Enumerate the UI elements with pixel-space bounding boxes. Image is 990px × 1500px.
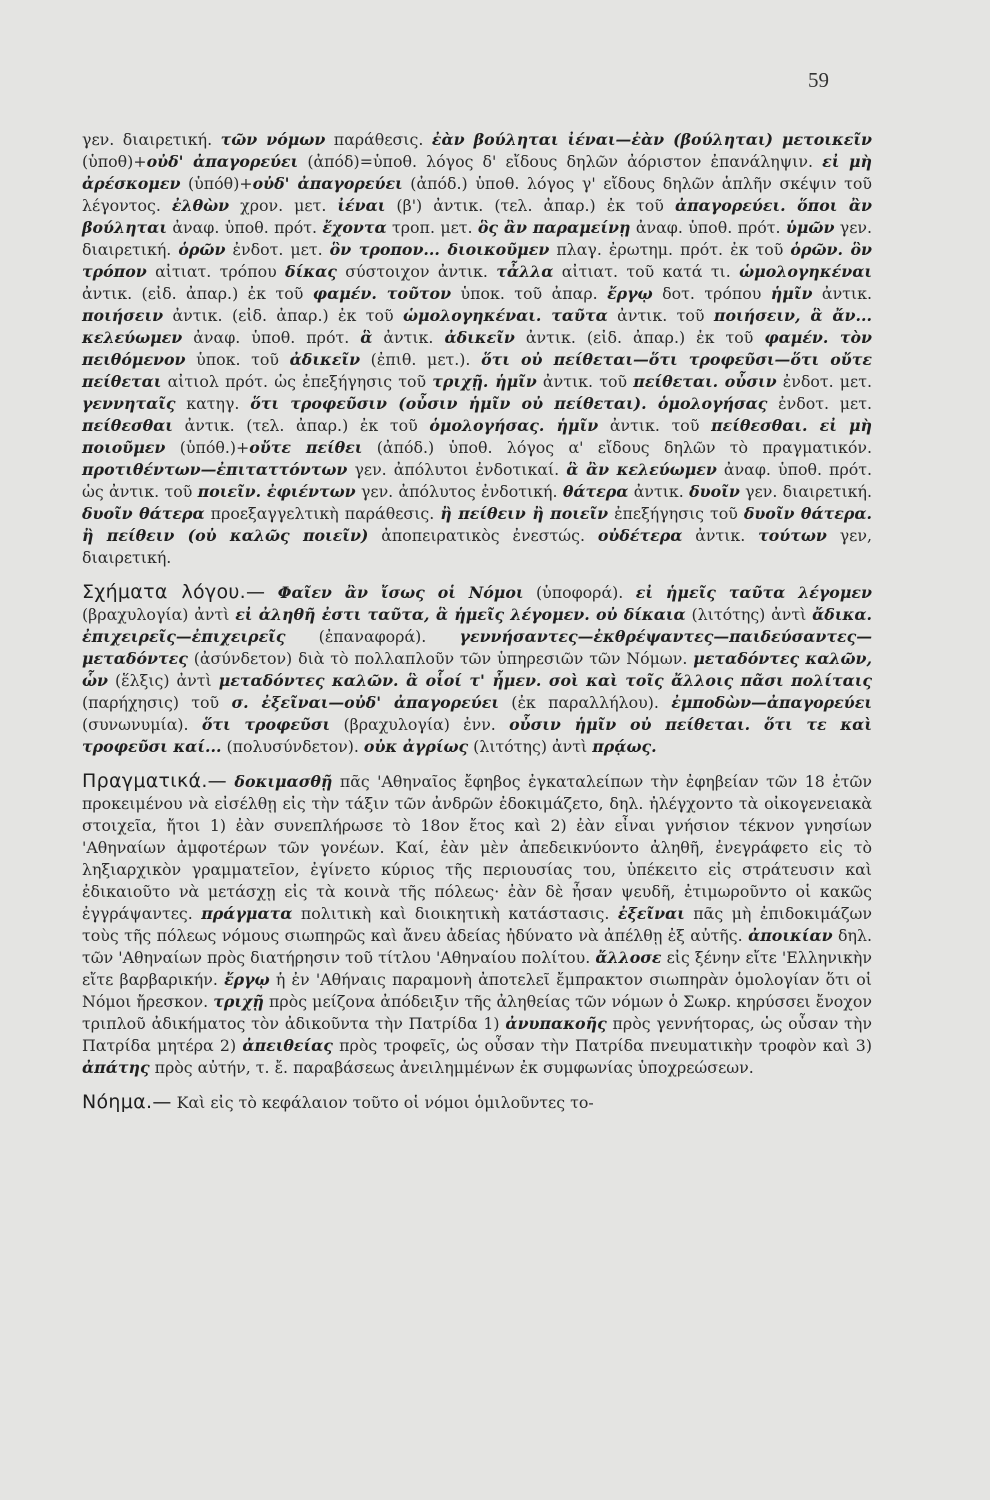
commentary-text: (ἀσύνδετον) διὰ τὸ πολλαπλοῦν τῶν ὑπηρεσιῶν τῶν Νόμων. [187, 649, 694, 668]
commentary-text: πᾶς μὴ ἐπιδοκιμάζων τοὺς τῆς πόλεως νόμους σιωπηρῶς καὶ ἄνευ ἀδείας ἠδύνατο νὰ ἀπέλθῃ ἐξ αὐτῆς. [82, 904, 872, 945]
commentary-text: (ὑπόθ.)+ [165, 438, 250, 457]
greek-example-term: ὁμολογήσας. ἡμῖν [429, 416, 599, 435]
greek-example-term: ἐὰν βούληται ἰέναι—ἐὰν (βούληται) μετοικεῖν [431, 130, 873, 149]
paragraph-syntax [82, 128, 872, 569]
greek-example-term: ὁρῶν [178, 240, 226, 259]
commentary-text: γεν. διαιρετική. [739, 482, 872, 501]
greek-example-term: οὐκ ἀγρίως [363, 737, 469, 756]
commentary-text: γεν. ἀπόλυτοι ἐνδοτικαί. [347, 460, 567, 479]
greek-example-term: ὅτι τροφεῦσιν (οὖσιν ἡμῖν οὐ πείθεται). ὁμολογήσας [250, 394, 768, 413]
greek-example-term: οὐδέτερα [597, 526, 683, 545]
greek-example-term: ὡμολογηκέναι. ταῦτα [403, 306, 608, 325]
greek-example-term: ὁρῶν. ὃν τρόπον [82, 240, 872, 281]
greek-example-term: ὅτι τροφεῦσι [201, 715, 331, 734]
commentary-text: (λιτότης) ἀντὶ [685, 605, 813, 624]
commentary-text: γεν, διαιρετική. [82, 526, 872, 567]
greek-example-term: ὅτι οὐ πείθεται—ὅτι τροφεῦσι—ὅτι οὔτε πείθεται [82, 350, 872, 391]
commentary-text: ὑποκ. τοῦ ἀπαρ. [451, 284, 608, 303]
paragraph-text [82, 130, 872, 567]
commentary-text: ἀντικ. τοῦ [607, 306, 714, 325]
greek-example-term: τριχῇ. ἡμῖν [432, 372, 537, 391]
commentary-text: τροπ. μετ. [386, 218, 478, 237]
greek-example-term: δυοῖν [689, 482, 740, 501]
greek-example-term: δυοῖν θάτερα. ἢ πείθειν (οὐ καλῶς ποιεῖν) [82, 504, 872, 545]
commentary-text: (παρήχησις) τοῦ [82, 693, 232, 712]
greek-example-term: ἀδικεῖν [289, 350, 361, 369]
greek-example-term: εἰ ἡμεῖς ταῦτα λέγομεν [635, 583, 872, 602]
commentary-text: (ἀπόδ)=ὑποθ. λόγος δ' εἴδους δηλῶν ἀόριστον ἐπανάληψιν. [298, 152, 823, 171]
greek-example-term: μεταδόντες καλῶν. ἃ οἷοί τ' ἦμεν. σοὶ καὶ τοῖς ἄλλοις πᾶσι πολίταις [218, 671, 872, 690]
greek-example-term: ἀνυπακοῆς [505, 1014, 607, 1033]
commentary-text: ἀντικ. (εἰδ. ἀπαρ.) ἐκ τοῦ [163, 306, 403, 325]
greek-example-term: σ. ἐξεῖναι—οὐδ' ἀπαγορεύει [231, 693, 499, 712]
commentary-text: ἀναφ. ὑποθ. πρότ. [182, 328, 361, 347]
greek-example-term: Φαῖεν ἂν ἴσως οἱ Νόμοι [277, 583, 524, 602]
greek-example-term: ἔχοντα [322, 218, 387, 237]
greek-example-term: ἀπειθείας [242, 1036, 333, 1055]
commentary-text: πᾶς 'Αθηναῖος ἔφηβος ἐγκαταλείπων τὴν ἐφηβείαν τῶν 18 ἐτῶν προκειμένου νὰ εἰσέλθῃ εἰς τὴν τάξιν τῶν ἀνδρῶν ἐδοκιμάζετο, δηλ. ἠλέγχοντο τὰ οἰκογενειακὰ στοιχεῖα, ἤτοι 1) ἐὰν συνεπλήρωσε τὸ 18ον ἔτος καὶ 2) ἐὰν εἶναι γνήσιον τέκνον γνησίων 'Αθηναίων ἀμφοτέρων τῶν γονέων. Καί, ἐὰν μὲν ἀπεδεικνύοντο ἀληθῆ, ἐνεγράφετο εἰς τὸ ληξιαρχικὸν γραμματεῖον, ἐγίνετο κύριος τῆς περιουσίας του, ὑπέκειτο εἰς στράτευσιν καὶ ἐδικαιοῦτο νὰ μετάσχῃ εἰς τὰ κοινὰ τῆς πόλεως· ἐὰν δὲ ἦσαν ψευδῆ, ἐτιμωροῦντο οἱ κακῶς ἐγγράψαντες. [82, 772, 872, 923]
commentary-text: (πολυσύνδετον). [221, 737, 364, 756]
commentary-text: ἀντικ. [682, 526, 759, 545]
commentary-text: (ἀπόδ.) ὑποθ. λόγος γ' εἴδους δηλῶν ἁπλῆν σκέψιν τοῦ λέγοντος. [82, 174, 872, 215]
greek-example-term: ἄλλοσε [595, 948, 662, 967]
greek-example-term: ποιεῖν. ἐφιέντων [197, 482, 356, 501]
commentary-text: (ἐπιθ. μετ.). [360, 350, 482, 369]
commentary-text: σύστοιχον ἀντικ. [336, 262, 497, 281]
paragraph-heading: Νόημα.— [82, 1091, 172, 1113]
greek-example-term: τούτων [758, 526, 827, 545]
greek-example-term: ἡμῖν [770, 284, 813, 303]
commentary-text: γεν. ἀπόλυτος ἐνδοτική. [355, 482, 563, 501]
greek-example-term: οὐδ' ἀπαγορεύει [146, 152, 299, 171]
paragraph-realia [82, 770, 872, 1079]
commentary-text [265, 583, 277, 602]
commentary-text: πρὸς τροφεῖς, ὡς οὖσαν τὴν Πατρίδα πνευματικὴν τροφὸν καὶ 3) [332, 1036, 872, 1055]
commentary-text: ἀναφ. ὑποθ. πρότ. [630, 218, 786, 237]
commentary-text: ἀντικ. [812, 284, 872, 303]
commentary-text: δοτ. τρόπου [652, 284, 771, 303]
commentary-text: προεξαγγελτικὴ παράθεσις. [204, 504, 441, 523]
commentary-text: αἰτιολ πρότ. ὡς ἐπεξήγησις τοῦ [161, 372, 433, 391]
commentary-text: ἀναφ. ὑποθ. πρότ. [166, 218, 323, 237]
commentary-text: (ἐκ παραλλήλου). [498, 693, 672, 712]
greek-example-term: ὃν τροπον... διοικοῦμεν [329, 240, 550, 259]
commentary-text: αἰτιατ. τοῦ κατά τι. [553, 262, 740, 281]
greek-example-term: γεννήσαντες—ἐκθρέψαντες—παιδεύσαντες—μεταδόντες [82, 627, 872, 668]
commentary-text: πολιτικὴ καὶ διοικητικὴ κατάστασις. [292, 904, 618, 923]
commentary-text: (β') ἀντικ. (τελ. ἀπαρ.) ἐκ τοῦ [385, 196, 675, 215]
greek-example-term: πείθεσθαι. εἰ μὴ ποιοῦμεν [82, 416, 873, 457]
paragraph-text [172, 1093, 594, 1112]
commentary-text: (ἕλξις) ἀντὶ [108, 671, 219, 690]
commentary-text: ἀποπειρατικὸς ἐνεστώς. [368, 526, 598, 545]
commentary-text: αἰτιατ. τρόπου [146, 262, 286, 281]
commentary-text: (βραχυλογία) ἐνν. [330, 715, 510, 734]
greek-example-term: ὑμῶν [785, 218, 835, 237]
commentary-text: ἀντικ. [372, 328, 445, 347]
greek-example-term: πρᾴως. [592, 737, 657, 756]
greek-example-term: πράγματα [201, 904, 293, 923]
commentary-text: (συνωνυμία). [82, 715, 202, 734]
commentary-text: (ὑποφορά). [523, 583, 636, 602]
greek-example-term: μεταδόντες καλῶν, ὧν [82, 649, 872, 690]
commentary-text: γεν. διαιρετική. [82, 218, 873, 259]
greek-example-term: δίκας [285, 262, 337, 281]
paragraph-meaning [82, 1091, 872, 1114]
commentary-text: γεν. διαιρετική. [82, 130, 221, 149]
greek-example-term: ἔργῳ [607, 284, 653, 303]
commentary-text: (λιτότης) ἀντὶ [468, 737, 593, 756]
commentary-text: δηλ. τῶν 'Αθηναίων πρὸς διατήρησιν τοῦ τίτλου 'Αθηναίου πολίτου. [82, 926, 872, 967]
commentary-text: Καὶ εἰς τὸ κεφάλαιον τοῦτο οἱ νόμοι ὁμιλοῦντες το- [171, 1093, 594, 1112]
commentary-text: (ἐπαναφορά). [285, 627, 460, 646]
greek-example-term: προτιθέντων—ἐπιταττόντων [82, 460, 348, 479]
greek-example-term: ἀπάτης [82, 1058, 150, 1077]
greek-example-term: οὐδ' ἀπαγορεύει [252, 174, 403, 193]
greek-example-term: τριχῇ [213, 992, 264, 1011]
greek-example-term: ὡμολογηκέναι [739, 262, 872, 281]
commentary-text: (ὑπόθ)+ [180, 174, 253, 193]
greek-example-term: ἀπαγορεύει. ὅποι ἂν βούληται [82, 196, 872, 237]
commentary-text: ἀντικ. (εἰδ. ἀπαρ.) ἐκ τοῦ [82, 284, 313, 303]
paragraph-heading: Σχήματα λόγου.— [82, 581, 266, 603]
greek-example-term: ἰέναι [337, 196, 386, 215]
commentary-text: πλαγ. ἐρωτημ. πρότ. ἐκ τοῦ [549, 240, 791, 259]
commentary-text: (ὑποθ)+ [82, 152, 147, 171]
greek-example-term: οὔτε πείθει [249, 438, 363, 457]
body-text [82, 128, 872, 1114]
paragraph-heading: Πραγματικά.— [82, 770, 227, 792]
commentary-text: ἐνδοτ. μετ. [767, 394, 872, 413]
commentary-text: (ἀπόδ.) ὑποθ. λόγος α' εἴδους δηλῶν τὸ πραγματικόν. [362, 438, 872, 457]
commentary-text: (βραχυλογία) ἀντὶ [82, 605, 236, 624]
greek-example-term: φαμέν. τὸν πειθόμενον [82, 328, 872, 369]
greek-example-term: ἢ πείθειν ἢ ποιεῖν [440, 504, 609, 523]
commentary-text: ὑποκ. τοῦ [185, 350, 290, 369]
commentary-text: ἀντικ. (εἰδ. ἀπαρ.) ἐκ τοῦ [514, 328, 765, 347]
commentary-text: πρὸς γεννήτορας, ὡς οὖσαν τὴν Πατρίδα μητέρα 2) [82, 1014, 872, 1055]
greek-example-term: ποιήσειν [82, 306, 164, 325]
greek-example-term: τῶν νόμων [220, 130, 326, 149]
commentary-text: κατηγ. [175, 394, 251, 413]
greek-example-term: τἆλλα [496, 262, 554, 281]
greek-example-term: ἃ [360, 328, 373, 347]
greek-example-term: ἐλθὼν [171, 196, 230, 215]
greek-example-term: ὃς ἂν παραμείνῃ [477, 218, 631, 237]
greek-example-term: ἐξεῖναι [617, 904, 685, 923]
commentary-text: ἀντικ. [628, 482, 690, 501]
greek-example-term: πείθεται. οὖσιν [633, 372, 777, 391]
greek-example-term: πείθεσθαι [82, 416, 173, 435]
paragraph-text [82, 772, 872, 1077]
greek-example-term: δοκιμασθῇ [234, 772, 333, 791]
commentary-text: ἀντικ. τοῦ [598, 416, 712, 435]
commentary-text: χρον. μετ. [229, 196, 338, 215]
greek-example-term: ἐμποδὼν—ἀπαγορεύει [671, 693, 872, 712]
page-number: 59 [808, 68, 829, 92]
greek-example-term: ἄδικα. ἐπιχειρεῖς—ἐπιχειρεῖς [82, 605, 872, 646]
greek-example-term: θάτερα [562, 482, 629, 501]
greek-example-term: οὖσιν ἡμῖν οὐ πείθεται. ὅτι τε καὶ τροφεῦσι καί... [82, 715, 872, 756]
greek-example-term: ποιήσειν, ἃ ἄν... κελεύωμεν [82, 306, 872, 347]
greek-example-term: ἀποικίαν [748, 926, 833, 945]
commentary-text: ἡ ἐν 'Αθήναις παραμονὴ ἀποτελεῖ ἔμπρακτον σιωπηρὰν ὁμολογίαν ὅτι οἱ Νόμοι ἤρεσκον. [82, 970, 872, 1011]
greek-example-term: ἔργῳ [224, 970, 270, 989]
paragraph-text [82, 583, 872, 756]
greek-example-term: ἀδικεῖν [444, 328, 515, 347]
commentary-text: ἐνδοτ. μετ. [225, 240, 330, 259]
commentary-text: ἐπεξήγησις τοῦ [608, 504, 744, 523]
greek-example-term: εἰ ἀληθῆ ἐστι ταῦτα, ἃ ἡμεῖς λέγομεν. οὐ δίκαια [235, 605, 686, 624]
greek-example-term: εἰ μὴ ἀρέσκομεν [82, 152, 872, 193]
commentary-text: ἀντικ. τοῦ [536, 372, 634, 391]
greek-example-term: γεννηταῖς [82, 394, 176, 413]
commentary-text: ἐνδοτ. μετ. [776, 372, 873, 391]
commentary-text: εἰς ξένην εἴτε 'Ελληνικὴν εἴτε βαρβαρικήν. [82, 948, 872, 989]
greek-example-term: ἃ ἂν κελεύωμεν [566, 460, 717, 479]
greek-example-term: δυοῖν θάτερα [82, 504, 205, 523]
commentary-text: ἀντικ. (τελ. ἀπαρ.) ἐκ τοῦ [172, 416, 430, 435]
commentary-text: πρὸς αὐτήν, τ. ἔ. παραβάσεως ἀνειλημμένων ἐκ συμφωνίας ὑποχρεώσεων. [149, 1058, 754, 1077]
paragraph-figures-of-speech [82, 581, 872, 758]
greek-example-term: φαμέν. τοῦτον [312, 284, 452, 303]
commentary-text: παράθεσις. [325, 130, 432, 149]
commentary-text: ἀναφ. ὑποθ. πρότ. ὡς ἀντικ. τοῦ [82, 460, 873, 501]
commentary-text: πρὸς μείζονα ἀπόδειξιν τῆς ἀληθείας τῶν νόμων ὁ Σωκρ. κηρύσσει ἔνοχον τριπλοῦ ἀδικήματος τὸν ἀδικοῦντα τὴν Πατρίδα 1) [82, 992, 872, 1033]
